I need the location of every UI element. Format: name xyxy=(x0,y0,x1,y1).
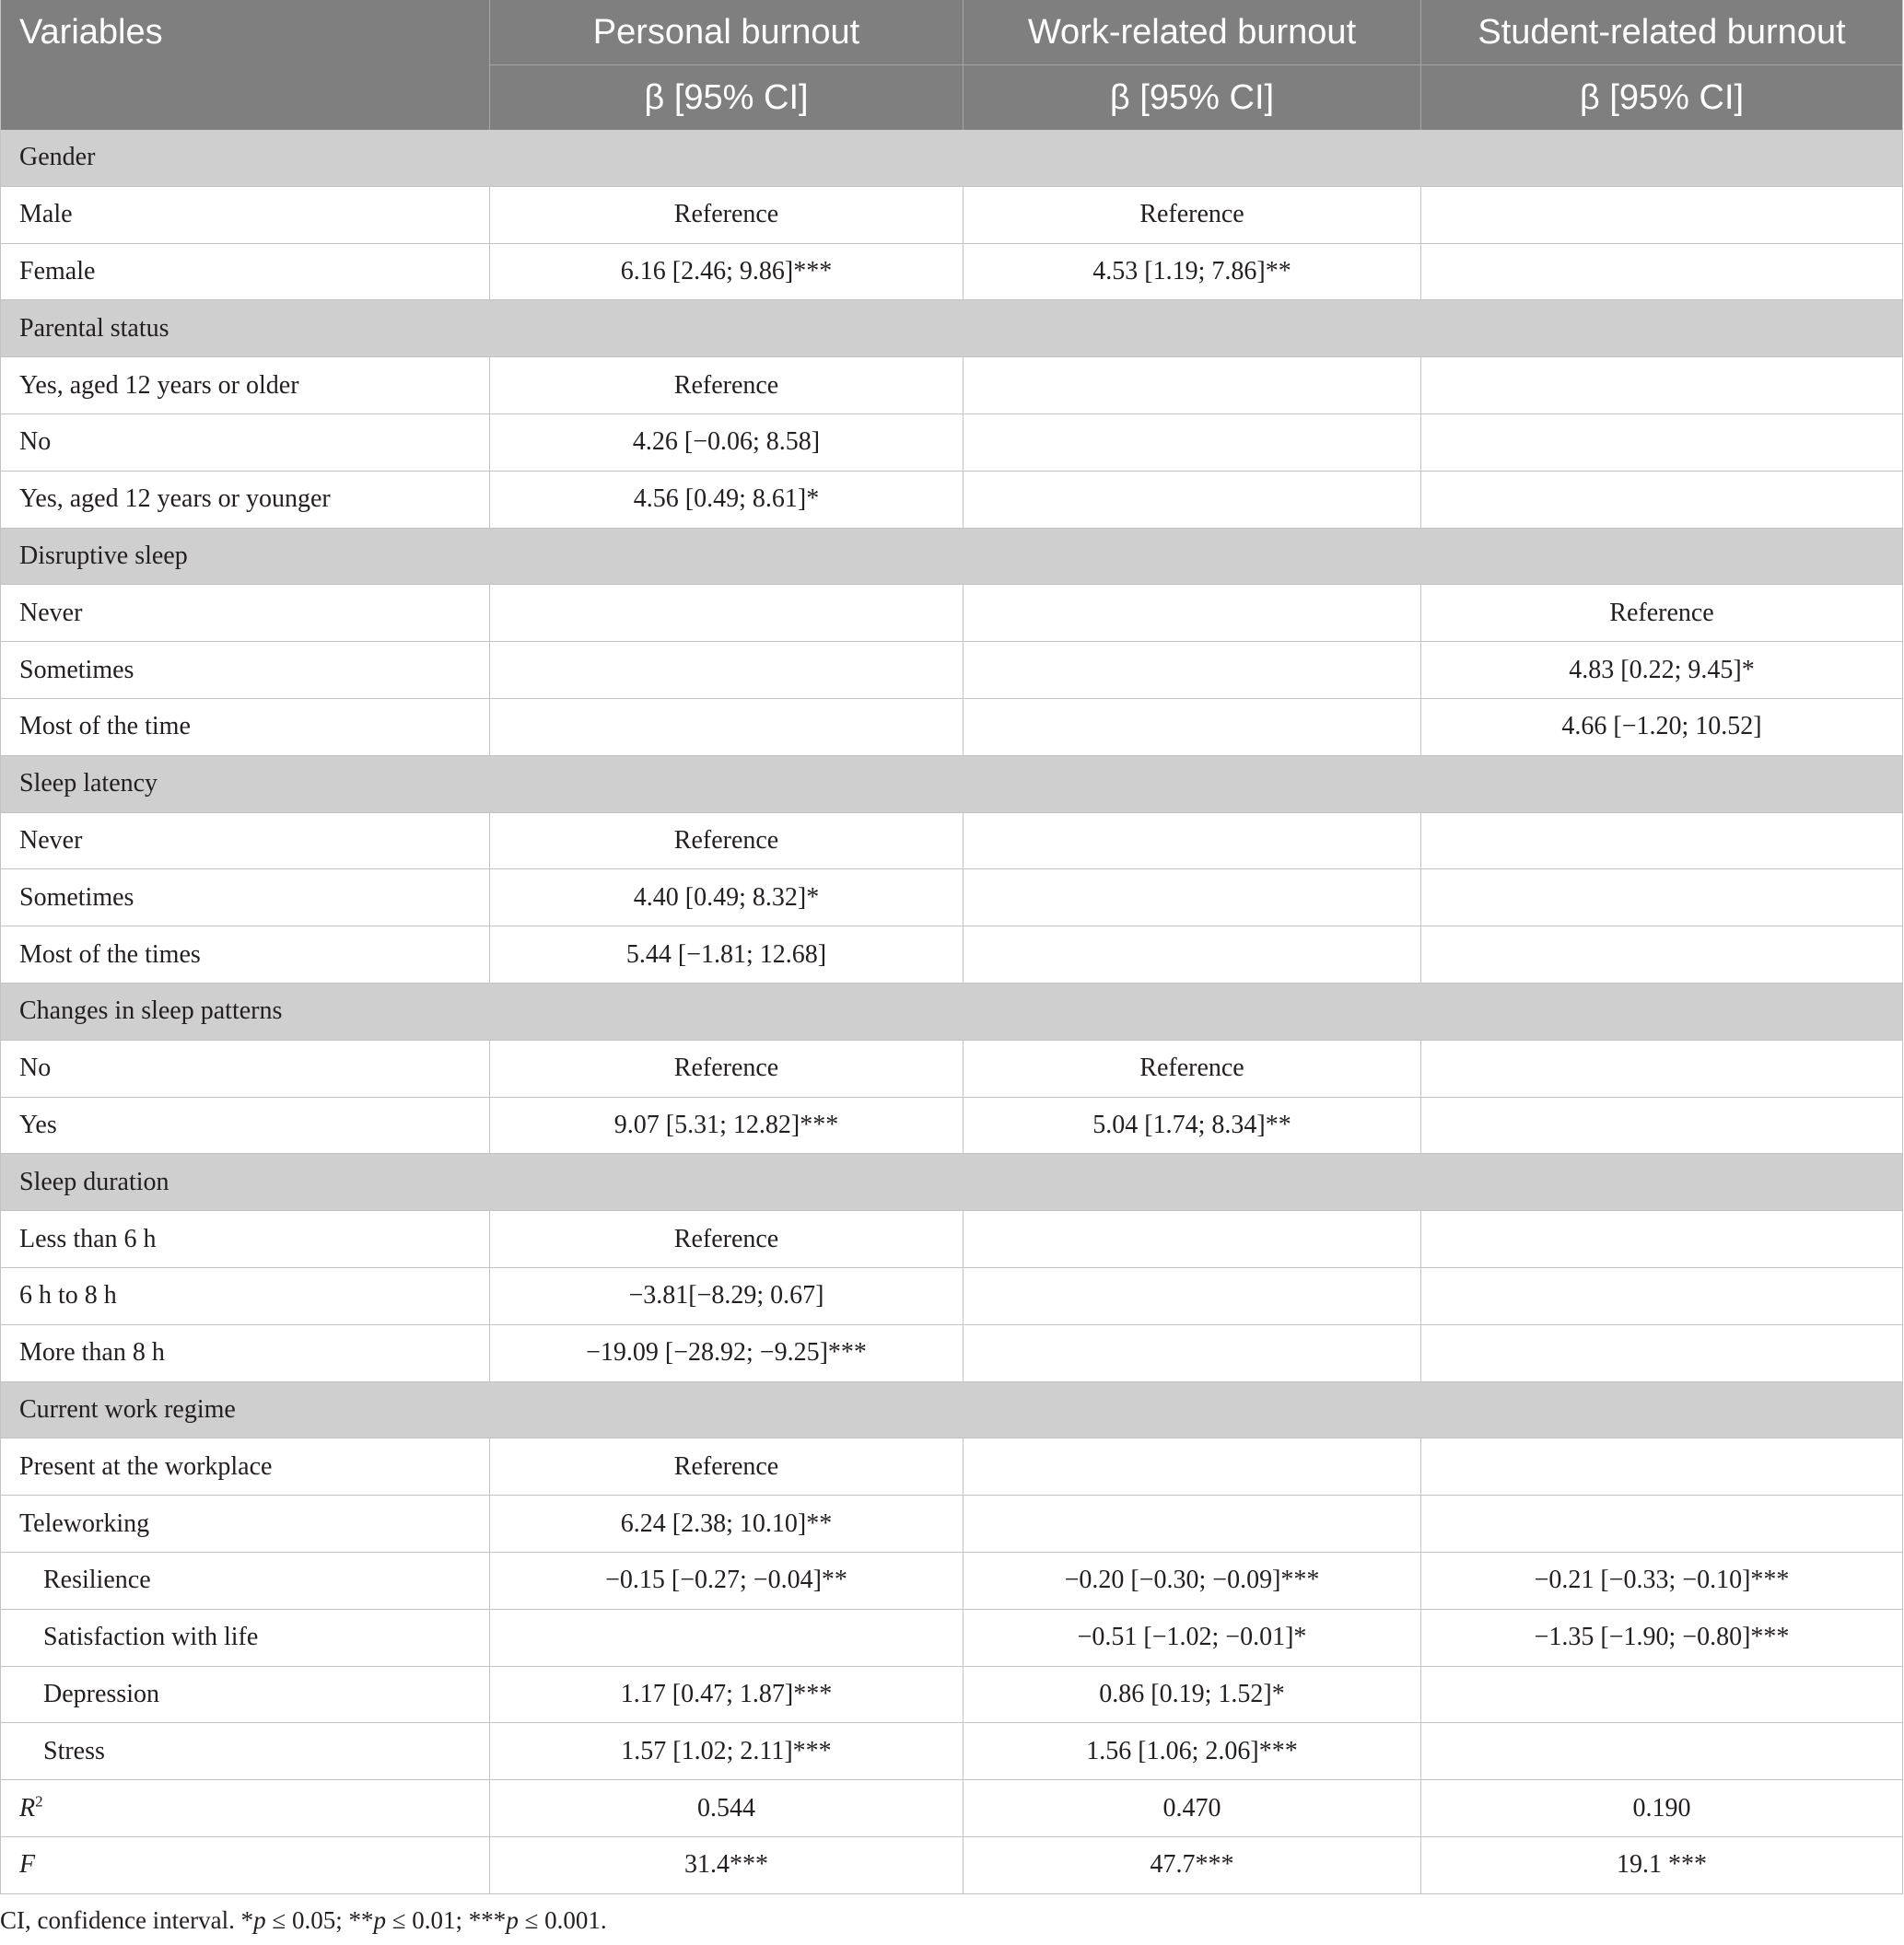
variable-label: Sometimes xyxy=(1,869,490,926)
work-related-burnout-value: 47.7*** xyxy=(964,1837,1421,1893)
table-row xyxy=(1,187,1902,244)
work-related-burnout-value: −0.20 [−0.30; −0.09]*** xyxy=(964,1553,1421,1609)
student-related-burnout-value xyxy=(1421,244,1902,300)
student-related-burnout-value xyxy=(1421,1496,1902,1552)
personal-burnout-value: 4.40 [0.49; 8.32]* xyxy=(490,869,964,926)
student-related-burnout-value: −0.21 [−0.33; −0.10]*** xyxy=(1534,1566,1790,1595)
variable-label: Yes, aged 12 years or older xyxy=(1,357,490,413)
footnote-text: ≤ 0.05; ** xyxy=(265,1906,374,1934)
table-row xyxy=(1,926,1902,984)
table-header xyxy=(1,0,1902,130)
variable-label: Most of the time xyxy=(1,699,490,755)
personal-burnout-value xyxy=(490,699,964,755)
personal-burnout-value: Reference xyxy=(490,1211,964,1267)
work-related-burnout-value xyxy=(964,1325,1421,1381)
header-personal-burnout-title: Personal burnout xyxy=(490,0,963,65)
variable-label: No xyxy=(1,414,490,471)
section-row-sleep-latency xyxy=(1,756,1902,813)
footnote-p-symbol: p xyxy=(506,1906,519,1934)
personal-burnout-value: 6.24 [2.38; 10.10]** xyxy=(490,1496,964,1552)
table-row xyxy=(1,1496,1902,1553)
work-related-burnout-value xyxy=(964,414,1421,471)
work-related-burnout-value: Reference xyxy=(964,1041,1421,1097)
work-related-burnout-value: 5.04 [1.74; 8.34]** xyxy=(964,1098,1421,1154)
r-symbol: R xyxy=(19,1793,36,1823)
personal-burnout-value: Reference xyxy=(490,1438,964,1495)
student-related-burnout-value xyxy=(1421,1041,1902,1097)
personal-burnout-value xyxy=(490,1610,964,1666)
table-row xyxy=(1,1438,1902,1496)
variable-label xyxy=(1,1780,490,1836)
work-related-burnout-value xyxy=(964,642,1421,698)
header-personal-burnout xyxy=(490,0,964,130)
table-row xyxy=(1,1268,1902,1325)
personal-burnout-value: 5.44 [−1.81; 12.68] xyxy=(490,926,964,983)
table-row xyxy=(1,472,1902,529)
student-related-burnout-value xyxy=(1421,414,1902,471)
table-row xyxy=(1,699,1902,756)
variable-label: Yes xyxy=(1,1098,490,1154)
table-row xyxy=(1,1667,1902,1724)
student-related-burnout-value xyxy=(1421,1723,1902,1779)
variable-label: Depression xyxy=(1,1667,490,1723)
section-label: Gender xyxy=(19,143,96,172)
table-row xyxy=(1,869,1902,926)
personal-burnout-value: Reference xyxy=(490,187,964,243)
variable-label: Never xyxy=(1,585,490,641)
table-row xyxy=(1,414,1902,472)
header-student-related-burnout xyxy=(1421,0,1902,130)
section-label: Sleep duration xyxy=(19,1167,169,1196)
personal-burnout-value: 6.16 [2.46; 9.86]*** xyxy=(490,244,964,300)
variable-label xyxy=(1,1837,490,1893)
personal-burnout-value: −19.09 [−28.92; −9.25]*** xyxy=(490,1325,964,1381)
student-related-burnout-value xyxy=(1421,357,1902,413)
footnote-p-symbol: p xyxy=(253,1906,266,1934)
variable-label: Most of the times xyxy=(1,926,490,983)
variable-label: Stress xyxy=(1,1723,490,1779)
variable-label: Teleworking xyxy=(1,1496,490,1552)
work-related-burnout-value xyxy=(964,472,1421,528)
header-work-related-burnout xyxy=(964,0,1421,130)
personal-burnout-value: 4.26 [−0.06; 8.58] xyxy=(490,414,964,471)
student-related-burnout-value xyxy=(1421,1268,1902,1324)
table-row xyxy=(1,813,1902,870)
table-row xyxy=(1,1211,1902,1268)
student-related-burnout-value xyxy=(1421,1325,1902,1381)
work-related-burnout-value: 0.470 xyxy=(964,1780,1421,1836)
header-work-related-burnout-subtitle: β [95% CI] xyxy=(1109,77,1275,117)
personal-burnout-value: −0.15 [−0.27; −0.04]** xyxy=(490,1553,964,1609)
table-row-r-squared xyxy=(1,1780,1902,1837)
work-related-burnout-value: Reference xyxy=(964,187,1421,243)
work-related-burnout-value xyxy=(964,699,1421,755)
header-variables: Variables xyxy=(1,0,490,130)
student-related-burnout-value: 4.83 [0.22; 9.45]* xyxy=(1569,655,1755,684)
section-label: Disruptive sleep xyxy=(19,541,188,570)
work-related-burnout-value xyxy=(964,1211,1421,1267)
table-row-f-statistic xyxy=(1,1837,1902,1894)
work-related-burnout-value: 0.86 [0.19; 1.52]* xyxy=(964,1667,1421,1723)
variable-label: Never xyxy=(1,813,490,869)
section-row-sleep-duration xyxy=(1,1154,1902,1211)
work-related-burnout-value xyxy=(964,1496,1421,1552)
work-related-burnout-value: 4.53 [1.19; 7.86]** xyxy=(964,244,1421,300)
personal-burnout-value: 0.544 xyxy=(490,1780,964,1836)
student-related-burnout-value xyxy=(1421,1667,1902,1723)
footnote-text: CI, confidence interval. * xyxy=(0,1906,254,1934)
variable-label: Female xyxy=(1,244,490,300)
student-related-burnout-value xyxy=(1421,1211,1902,1267)
table-row xyxy=(1,1723,1902,1780)
student-related-burnout-value: 0.190 xyxy=(1632,1793,1691,1823)
variable-label: No xyxy=(1,1041,490,1097)
table-row xyxy=(1,642,1902,699)
footnote-p-symbol: p xyxy=(373,1906,386,1934)
student-related-burnout-value xyxy=(1421,187,1902,243)
table-row xyxy=(1,244,1902,301)
section-label: Parental status xyxy=(19,313,169,343)
student-related-burnout-value: 4.66 [−1.20; 10.52] xyxy=(1561,712,1762,741)
header-work-related-burnout-title: Work-related burnout xyxy=(964,0,1420,65)
variable-label: Male xyxy=(1,187,490,243)
variable-label: Yes, aged 12 years or younger xyxy=(1,472,490,528)
student-related-burnout-value: Reference xyxy=(1609,598,1714,627)
student-related-burnout-value xyxy=(1421,926,1902,983)
section-row-changes-in-sleep-patterns xyxy=(1,984,1902,1041)
variable-label: Sometimes xyxy=(1,642,490,698)
section-row-disruptive-sleep xyxy=(1,529,1902,586)
personal-burnout-value: Reference xyxy=(490,1041,964,1097)
work-related-burnout-value xyxy=(964,357,1421,413)
work-related-burnout-value: 1.56 [1.06; 2.06]*** xyxy=(964,1723,1421,1779)
header-student-related-burnout-title: Student-related burnout xyxy=(1421,0,1902,65)
personal-burnout-value: 9.07 [5.31; 12.82]*** xyxy=(490,1098,964,1154)
personal-burnout-value xyxy=(490,585,964,641)
personal-burnout-value: 1.57 [1.02; 2.11]*** xyxy=(490,1723,964,1779)
personal-burnout-value: 4.56 [0.49; 8.61]* xyxy=(490,472,964,528)
section-label: Changes in sleep patterns xyxy=(19,996,283,1026)
student-related-burnout-value xyxy=(1421,869,1902,926)
table-footnote xyxy=(0,1903,607,1938)
table-row xyxy=(1,1610,1902,1667)
student-related-burnout-value xyxy=(1421,813,1902,869)
personal-burnout-value xyxy=(490,642,964,698)
student-related-burnout-value xyxy=(1421,1098,1902,1154)
student-related-burnout-value xyxy=(1421,1438,1902,1495)
f-symbol: F xyxy=(19,1850,36,1880)
student-related-burnout-value: −1.35 [−1.90; −0.80]*** xyxy=(1534,1623,1790,1652)
r-superscript: 2 xyxy=(35,1792,43,1811)
variable-label: More than 8 h xyxy=(1,1325,490,1381)
work-related-burnout-value xyxy=(964,1438,1421,1495)
work-related-burnout-value: −0.51 [−1.02; −0.01]* xyxy=(964,1610,1421,1666)
section-row-parental-status xyxy=(1,300,1902,357)
table-row xyxy=(1,1325,1902,1382)
work-related-burnout-value xyxy=(964,585,1421,641)
table-row xyxy=(1,1041,1902,1098)
variable-label: Present at the workplace xyxy=(1,1438,490,1495)
table-row xyxy=(1,585,1902,642)
section-label: Current work regime xyxy=(19,1394,236,1424)
header-personal-burnout-subtitle: β [95% CI] xyxy=(644,77,809,117)
footnote-text: ≤ 0.01; *** xyxy=(385,1906,507,1934)
section-row-current-work-regime xyxy=(1,1382,1902,1439)
r-squared-label xyxy=(19,1794,43,1823)
variable-label: 6 h to 8 h xyxy=(1,1268,490,1324)
table-row xyxy=(1,357,1902,414)
personal-burnout-value: 31.4*** xyxy=(490,1837,964,1893)
section-row-gender xyxy=(1,130,1902,187)
personal-burnout-value: −3.81[−8.29; 0.67] xyxy=(490,1268,964,1324)
work-related-burnout-value xyxy=(964,926,1421,983)
personal-burnout-value: 1.17 [0.47; 1.87]*** xyxy=(490,1667,964,1723)
table-row xyxy=(1,1098,1902,1155)
variable-label: Satisfaction with life xyxy=(1,1610,490,1666)
work-related-burnout-value xyxy=(964,1268,1421,1324)
header-student-related-burnout-subtitle: β [95% CI] xyxy=(1579,77,1745,117)
footnote-text: ≤ 0.001. xyxy=(518,1906,607,1934)
variable-label: Less than 6 h xyxy=(1,1211,490,1267)
student-related-burnout-value: 19.1 *** xyxy=(1617,1850,1707,1880)
work-related-burnout-value xyxy=(964,869,1421,926)
work-related-burnout-value xyxy=(964,813,1421,869)
variable-label: Resilience xyxy=(1,1553,490,1609)
section-label: Sleep latency xyxy=(19,769,158,798)
personal-burnout-value: Reference xyxy=(490,813,964,869)
personal-burnout-value: Reference xyxy=(490,357,964,413)
table-row xyxy=(1,1553,1902,1610)
student-related-burnout-value xyxy=(1421,472,1902,528)
